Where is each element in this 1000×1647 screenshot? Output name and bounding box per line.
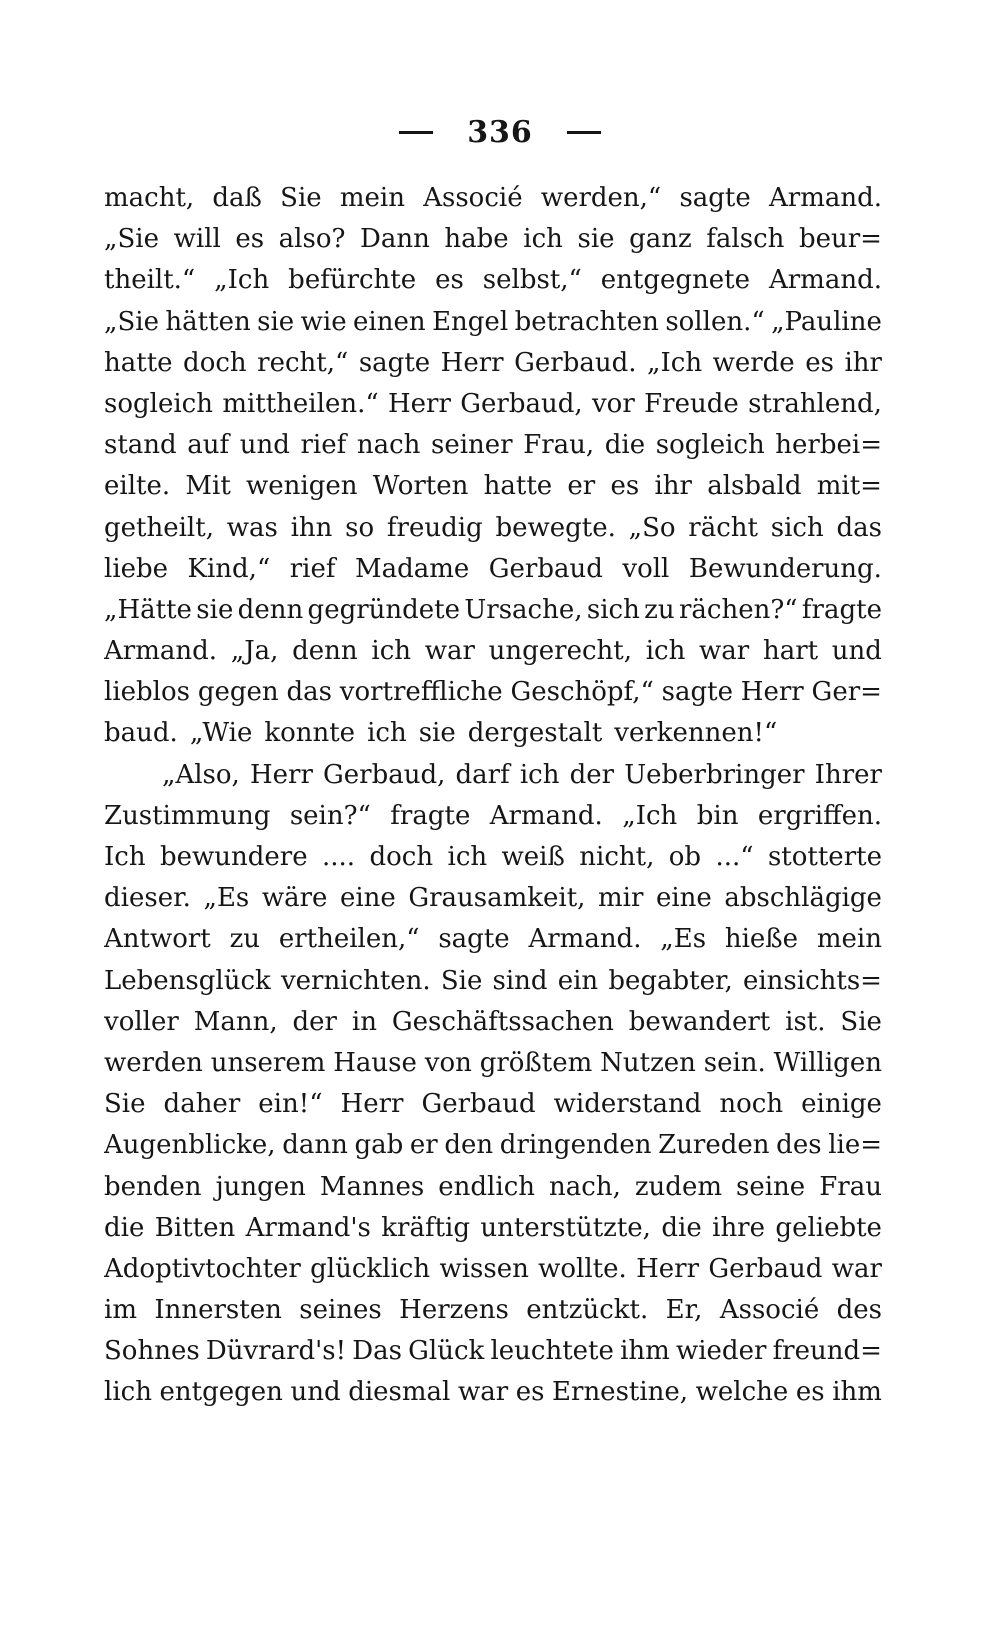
word: will <box>173 224 221 255</box>
word: „Ich <box>214 265 270 296</box>
word: unterstützte, <box>480 1212 651 1243</box>
text-line <box>104 508 882 549</box>
word: Dann <box>360 224 430 255</box>
text-line <box>104 1331 882 1372</box>
word: gegründete <box>307 594 461 625</box>
word: „Hätte <box>104 594 192 625</box>
word: ich <box>523 224 563 255</box>
word: bewundere <box>159 842 308 872</box>
word: Adoptivtochter <box>104 1253 301 1284</box>
text-line <box>104 878 882 919</box>
word: war <box>457 1377 509 1408</box>
text-line <box>104 260 882 301</box>
word: war <box>699 636 750 667</box>
word: werden <box>104 1047 203 1078</box>
word: Armand's <box>245 1212 371 1243</box>
word: recht,“ <box>257 347 349 378</box>
word: sie <box>196 594 234 625</box>
text-line <box>104 919 882 960</box>
word: benden <box>104 1171 202 1202</box>
word: Sie <box>440 965 483 996</box>
word: Herr <box>636 1253 700 1284</box>
word: macht, <box>104 183 195 213</box>
word: sein. <box>703 1047 766 1078</box>
word: ihm <box>620 1336 670 1367</box>
word: auf <box>187 430 230 461</box>
word: ...“ <box>715 842 754 872</box>
word: doch <box>183 347 247 378</box>
word: ihr <box>844 347 882 378</box>
header-dash-right <box>567 131 601 134</box>
word: ungerecht, <box>488 636 632 667</box>
word: sagte <box>358 347 431 378</box>
word: sich <box>586 594 640 625</box>
word: weiß <box>501 842 565 872</box>
word: Associé <box>423 183 523 213</box>
word: er <box>567 471 596 502</box>
word: einen <box>353 306 426 337</box>
word: ihr <box>654 471 692 502</box>
word: Lebensglück <box>104 965 271 996</box>
word: das <box>286 677 332 708</box>
word: sind <box>492 965 548 996</box>
word: Hause <box>333 1047 417 1078</box>
word: Geschäftssachen <box>391 1006 614 1037</box>
word: sie <box>257 306 295 337</box>
word: entzückt. <box>526 1295 649 1326</box>
word: Gerbaud, <box>460 388 583 419</box>
word: lich <box>104 1377 152 1408</box>
word: Herr <box>740 677 804 708</box>
word: des <box>776 1130 822 1161</box>
word: im <box>104 1295 137 1326</box>
word: Mannes <box>319 1171 425 1202</box>
page-header <box>0 112 1000 152</box>
word: Zustimmung <box>104 800 271 831</box>
word: Kind,“ <box>187 553 271 584</box>
word: war <box>831 1253 882 1284</box>
word: Grausamkeit, <box>408 883 586 914</box>
text-line <box>104 466 882 507</box>
word: sein?“ <box>289 800 371 831</box>
word: hieße <box>724 924 799 955</box>
word: wie <box>300 306 347 337</box>
word: „Pauline <box>771 306 882 337</box>
word: wenigen <box>246 471 358 502</box>
text-line <box>104 1167 882 1208</box>
word: freund= <box>772 1336 882 1367</box>
word: in <box>351 1006 377 1037</box>
word: ganz <box>629 224 692 255</box>
word: hätten <box>165 306 251 337</box>
word: vortreffliche <box>339 677 503 708</box>
word: Ger= <box>811 677 882 708</box>
word: ertheilen,“ <box>278 924 420 955</box>
word: hatte <box>483 471 553 502</box>
word: dergestalt <box>467 718 603 749</box>
body-text <box>104 178 882 1414</box>
word: betrachten <box>514 306 659 337</box>
text-line <box>104 219 882 260</box>
word: Sohnes <box>104 1336 200 1367</box>
word: „Wie <box>189 718 253 749</box>
word: lieblos <box>104 677 190 708</box>
word: bewandert <box>628 1006 771 1037</box>
word: Bewunderung. <box>688 553 882 584</box>
word: Freude <box>644 388 739 419</box>
word: Gerbaud <box>421 1089 536 1120</box>
word: Gerbaud, <box>323 759 446 790</box>
word: Gerbaud <box>488 553 603 584</box>
word: Armand. <box>768 183 882 213</box>
word: hart <box>762 636 819 667</box>
word: ein <box>557 965 599 996</box>
word: glücklich <box>310 1253 431 1284</box>
word: war <box>424 636 475 667</box>
word: sagte <box>679 183 751 213</box>
word: die <box>104 1212 145 1243</box>
word: ob <box>668 842 702 872</box>
word: größtem <box>479 1047 593 1078</box>
word: dann <box>282 1130 348 1161</box>
word: sie <box>418 718 456 749</box>
text-line <box>104 672 882 713</box>
word: geliebte <box>775 1212 882 1243</box>
text-line <box>104 961 882 1002</box>
word: leuchtete <box>490 1336 614 1367</box>
word: Geschöpf,“ <box>510 677 654 708</box>
word: strahlend, <box>748 388 882 419</box>
word: Herzens <box>399 1295 509 1326</box>
text-line <box>104 1208 882 1249</box>
word: Associé <box>719 1295 820 1326</box>
word: Armand. <box>104 636 218 667</box>
word: Mann, <box>193 1006 278 1037</box>
word: Frau <box>819 1171 882 1202</box>
word: „Ich <box>647 347 703 378</box>
word: denn <box>237 594 304 625</box>
word: Willigen <box>773 1047 882 1078</box>
word: von <box>424 1047 472 1078</box>
word: Glück <box>408 1336 485 1367</box>
word: Mit <box>185 471 231 502</box>
word: entgegnete <box>600 265 751 296</box>
word: kräftig <box>381 1212 470 1243</box>
word: Gerbaud. <box>514 347 637 378</box>
word: zudem <box>634 1171 722 1202</box>
word: „Sie <box>104 224 159 255</box>
word: dieser. <box>104 883 191 914</box>
word: Ueberbringer <box>624 759 805 790</box>
word: verkennen!“ <box>614 718 778 749</box>
word: mein <box>816 924 882 955</box>
page-number: 336 <box>467 114 533 150</box>
word: Herr <box>440 347 504 378</box>
word: ich <box>519 759 560 790</box>
text-line <box>104 755 882 796</box>
word: sogleich <box>104 388 213 419</box>
text-line <box>104 713 882 754</box>
word: Ich <box>104 842 146 872</box>
word: Sie <box>840 1006 882 1037</box>
word: endlich <box>438 1171 535 1202</box>
word: so <box>345 512 375 543</box>
word: mir <box>598 883 644 914</box>
text-line <box>104 631 882 672</box>
word: Sie <box>104 1089 146 1120</box>
word: widerstand <box>553 1089 702 1120</box>
word: ihm <box>832 1377 882 1408</box>
word: den <box>444 1130 494 1161</box>
word: mein <box>339 183 405 213</box>
word: Ihrer <box>814 759 882 790</box>
word: die <box>661 1212 702 1243</box>
text-line <box>104 1084 882 1125</box>
word: Armand. <box>528 924 642 955</box>
word: Worten <box>372 471 469 502</box>
word: „Es <box>660 924 707 955</box>
word: Innersten <box>154 1295 282 1326</box>
word: es <box>610 471 640 502</box>
word: Armand. <box>768 265 882 296</box>
word: einsichts= <box>742 965 882 996</box>
word: beur= <box>798 224 882 255</box>
word: .... <box>322 842 356 872</box>
word: sich <box>770 512 824 543</box>
word: der <box>292 1006 337 1037</box>
word: rief <box>300 430 347 461</box>
word: lie= <box>828 1130 882 1161</box>
word: eilte. <box>104 471 171 502</box>
word: Düvrard's! <box>205 1336 347 1367</box>
word: ihre <box>712 1212 766 1243</box>
word: wäre <box>261 883 328 914</box>
word: Herr <box>387 388 451 419</box>
word: Augenblicke, <box>104 1130 276 1161</box>
text-line <box>104 343 882 384</box>
text-line <box>104 425 882 466</box>
word: „Ich <box>622 800 678 831</box>
word: noch <box>719 1089 784 1120</box>
text-line <box>104 837 882 878</box>
text-line <box>104 1372 882 1413</box>
word: Ernestine, <box>552 1377 689 1408</box>
word: darf <box>455 759 510 790</box>
word: es <box>795 1377 825 1408</box>
word: sagte <box>438 924 510 955</box>
word: abschlägige <box>724 883 882 914</box>
word: eine <box>655 883 712 914</box>
word: baud. <box>104 718 178 749</box>
word: „Also, <box>162 759 240 790</box>
word: ihn <box>290 512 333 543</box>
word: mittheilen.“ <box>222 388 379 419</box>
word: Engel <box>432 306 509 337</box>
word: die <box>604 430 646 461</box>
word: nicht, <box>579 842 655 872</box>
text-line <box>104 796 882 837</box>
word: alsbald <box>707 471 802 502</box>
word: wissen <box>439 1253 529 1284</box>
word: rächt <box>688 512 758 543</box>
word: daher <box>163 1089 241 1120</box>
word: entgegen <box>159 1377 283 1408</box>
word: das <box>836 512 882 543</box>
word: Zureden <box>658 1130 770 1161</box>
word: der <box>569 759 615 790</box>
word: es <box>435 265 464 296</box>
text-line <box>104 1002 882 1043</box>
word: Nutzen <box>600 1047 696 1078</box>
word: Antwort <box>104 924 211 955</box>
word: eine <box>339 883 396 914</box>
word: gegen <box>197 677 279 708</box>
text-line <box>104 178 882 219</box>
word: nach <box>356 430 421 461</box>
word: Armand. <box>489 800 603 831</box>
word: dringenden <box>499 1130 652 1161</box>
word: Sie <box>280 183 322 213</box>
word: daß <box>212 183 262 213</box>
word: getheilt, <box>104 512 214 543</box>
word: zu <box>229 924 261 955</box>
word: ergriffen. <box>757 800 882 831</box>
word: bewegte. <box>495 512 616 543</box>
word: selbst,“ <box>482 265 582 296</box>
word: wieder <box>675 1336 767 1367</box>
text-line <box>104 1290 882 1331</box>
word: Ursache, <box>464 594 583 625</box>
word: doch <box>369 842 434 872</box>
word: freudig <box>386 512 483 543</box>
word: habe <box>444 224 509 255</box>
word: es <box>235 224 265 255</box>
text-line <box>104 1125 882 1166</box>
word: diesmal <box>348 1377 451 1408</box>
word: werden,“ <box>540 183 662 213</box>
word: „Sie <box>104 306 159 337</box>
word: Gerbaud <box>708 1253 823 1284</box>
word: Er, <box>665 1295 703 1326</box>
word: hatte <box>104 347 173 378</box>
word: des <box>836 1295 882 1326</box>
word: konnte <box>264 718 356 749</box>
word: voller <box>104 1006 179 1037</box>
word: ich <box>645 636 686 667</box>
word: stand <box>104 430 177 461</box>
word: befürchte <box>288 265 417 296</box>
text-line <box>104 302 882 343</box>
word: sollen.“ <box>665 306 765 337</box>
word: denn <box>292 636 358 667</box>
word: er <box>409 1130 438 1161</box>
word: unserem <box>210 1047 326 1078</box>
word: und <box>831 636 882 667</box>
word: wollte. <box>538 1253 627 1284</box>
word: also? <box>278 224 346 255</box>
word: seiner <box>431 430 513 461</box>
word: sie <box>577 224 615 255</box>
word: fragte <box>801 594 882 625</box>
word: stotterte <box>767 842 882 872</box>
word: Das <box>352 1336 402 1367</box>
word: nach, <box>549 1171 621 1202</box>
text-line <box>104 549 882 590</box>
word: gab <box>354 1130 404 1161</box>
word: einige <box>801 1089 882 1120</box>
word: mit= <box>816 471 882 502</box>
word: Frau, <box>523 430 595 461</box>
word: liebe <box>104 553 169 584</box>
word: Herr <box>340 1089 404 1120</box>
word: voll <box>622 553 670 584</box>
word: jungen <box>215 1171 306 1202</box>
word: herbei= <box>775 430 882 461</box>
word: bin <box>696 800 739 831</box>
word: ist. <box>785 1006 826 1037</box>
word: Bitten <box>154 1212 236 1243</box>
word: werde <box>712 347 795 378</box>
word: „Ja, <box>230 636 279 667</box>
word: seines <box>299 1295 382 1326</box>
word: sagte <box>661 677 733 708</box>
word: theilt.“ <box>104 265 196 296</box>
word: seine <box>736 1171 806 1202</box>
word: vor <box>591 388 635 419</box>
word: welche <box>695 1377 789 1408</box>
word: falsch <box>706 224 785 255</box>
word: ein!“ <box>258 1089 323 1120</box>
word: es <box>805 347 834 378</box>
word: „So <box>628 512 676 543</box>
text-line <box>104 384 882 425</box>
word: was <box>226 512 278 543</box>
word: und <box>239 430 290 461</box>
text-line <box>104 1043 882 1084</box>
word: Madame <box>354 553 470 584</box>
text-line <box>104 590 882 631</box>
word: zu <box>644 594 675 625</box>
word: es <box>515 1377 545 1408</box>
word: ich <box>367 718 407 749</box>
word: rief <box>289 553 336 584</box>
word: ich <box>371 636 411 667</box>
word: „Es <box>203 883 250 914</box>
word: Herr <box>249 759 313 790</box>
word: vernichten. <box>280 965 431 996</box>
word: und <box>290 1377 341 1408</box>
word: sogleich <box>655 430 765 461</box>
word: rächen?“ <box>678 594 798 625</box>
word: begabter, <box>608 965 733 996</box>
header-dash-left <box>399 131 433 134</box>
word: ich <box>447 842 488 872</box>
text-line <box>104 1249 882 1290</box>
word: fragte <box>390 800 471 831</box>
